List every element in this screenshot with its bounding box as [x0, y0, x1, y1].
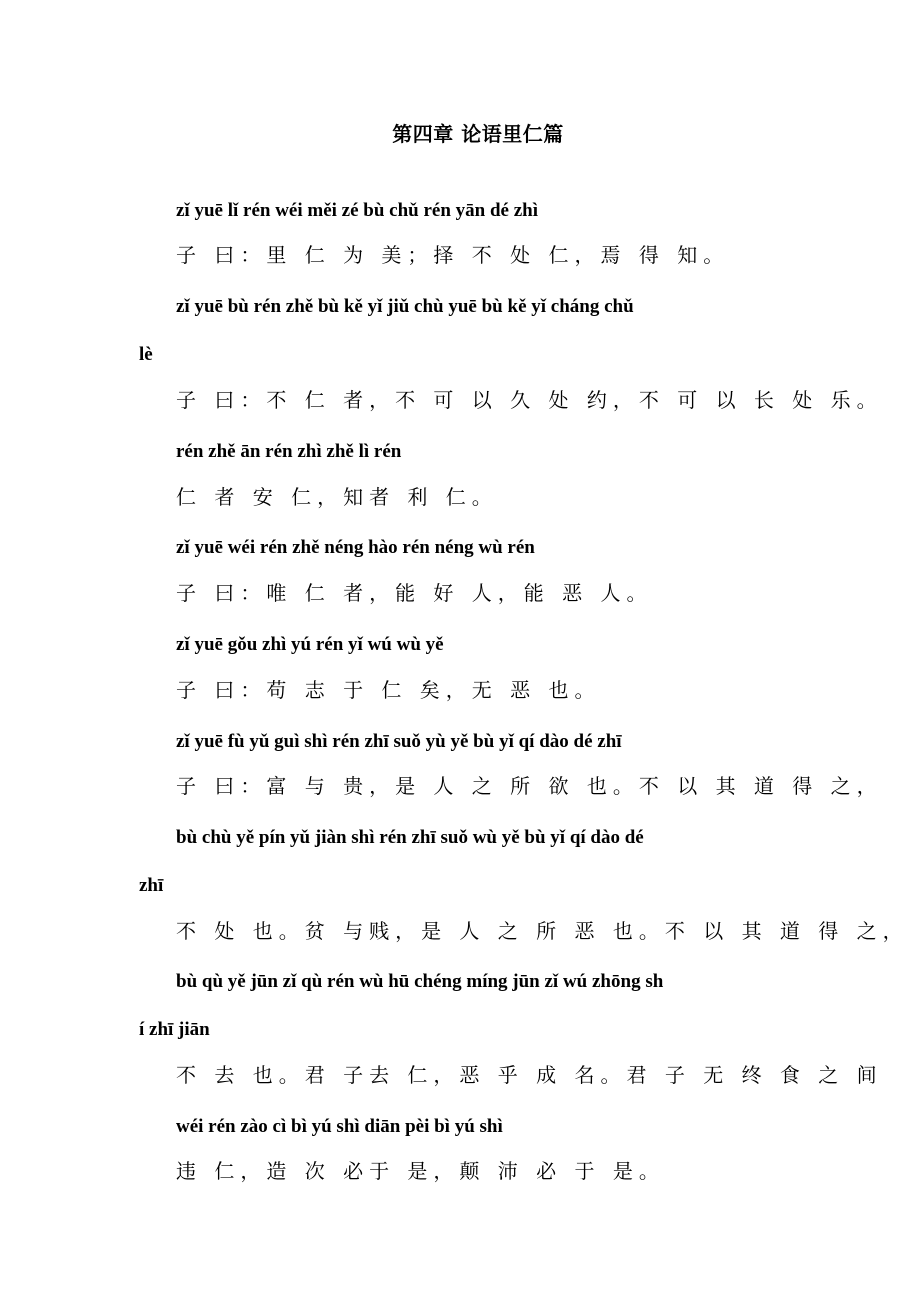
- text-line: 不 处 也。贫 与贱，是 人 之 所 恶 也。不 以 其 道 得 之，: [176, 919, 909, 943]
- pinyin-line: zǐ yuē wéi rén zhě néng hào rén néng wù rén: [176, 537, 535, 558]
- chapter-title: 第四章 论语里仁篇: [392, 122, 564, 146]
- pinyin-line: zǐ yuē bù rén zhě bù kě yǐ jiǔ chù yuē bù kě yǐ cháng chǔ: [176, 296, 634, 317]
- pinyin-line-wrap: lè: [139, 344, 153, 365]
- text-line: 违 仁，造 次 必于 是，颠 沛 必 于 是。: [176, 1159, 665, 1183]
- text-line: 仁 者 安 仁，知者 利 仁。: [176, 485, 498, 509]
- pinyin-line: bù qù yě jūn zǐ qù rén wù hū chéng míng jūn zǐ wú zhōng sh: [176, 971, 664, 992]
- pinyin-line-wrap: í zhī jiān: [139, 1019, 210, 1040]
- text-line: 子 曰：唯 仁 者，能 好 人，能 恶 人。: [176, 581, 653, 605]
- text-line: 子 曰：富 与 贵，是 人 之 所 欲 也。不 以 其 道 得 之，: [176, 774, 883, 798]
- text-line: 子 曰：里 仁 为 美；择 不 处 仁，焉 得 知。: [176, 243, 730, 267]
- pinyin-line: wéi rén zào cì bì yú shì diān pèi bì yú shì: [176, 1116, 503, 1137]
- pinyin-line-wrap: zhī: [139, 875, 164, 896]
- pinyin-line: zǐ yuē fù yǔ guì shì rén zhī suǒ yù yě bù yǐ qí dào dé zhī: [176, 731, 622, 752]
- pinyin-line: bù chù yě pín yǔ jiàn shì rén zhī suǒ wù yě bù yǐ qí dào dé: [176, 827, 644, 848]
- pinyin-line: zǐ yuē gǒu zhì yú rén yǐ wú wù yě: [176, 634, 444, 655]
- text-line: 子 曰：不 仁 者，不 可 以 久 处 约，不 可 以 长 处 乐。: [176, 388, 883, 412]
- text-line: 不 去 也。君 子去 仁，恶 乎 成 名。君 子 无 终 食 之 间: [176, 1063, 883, 1087]
- pinyin-line: zǐ yuē lǐ rén wéi měi zé bù chǔ rén yān dé zhì: [176, 200, 539, 221]
- text-line: 子 曰：苟 志 于 仁 矣，无 恶 也。: [176, 678, 601, 702]
- pinyin-line: rén zhě ān rén zhì zhě lì rén: [176, 441, 402, 462]
